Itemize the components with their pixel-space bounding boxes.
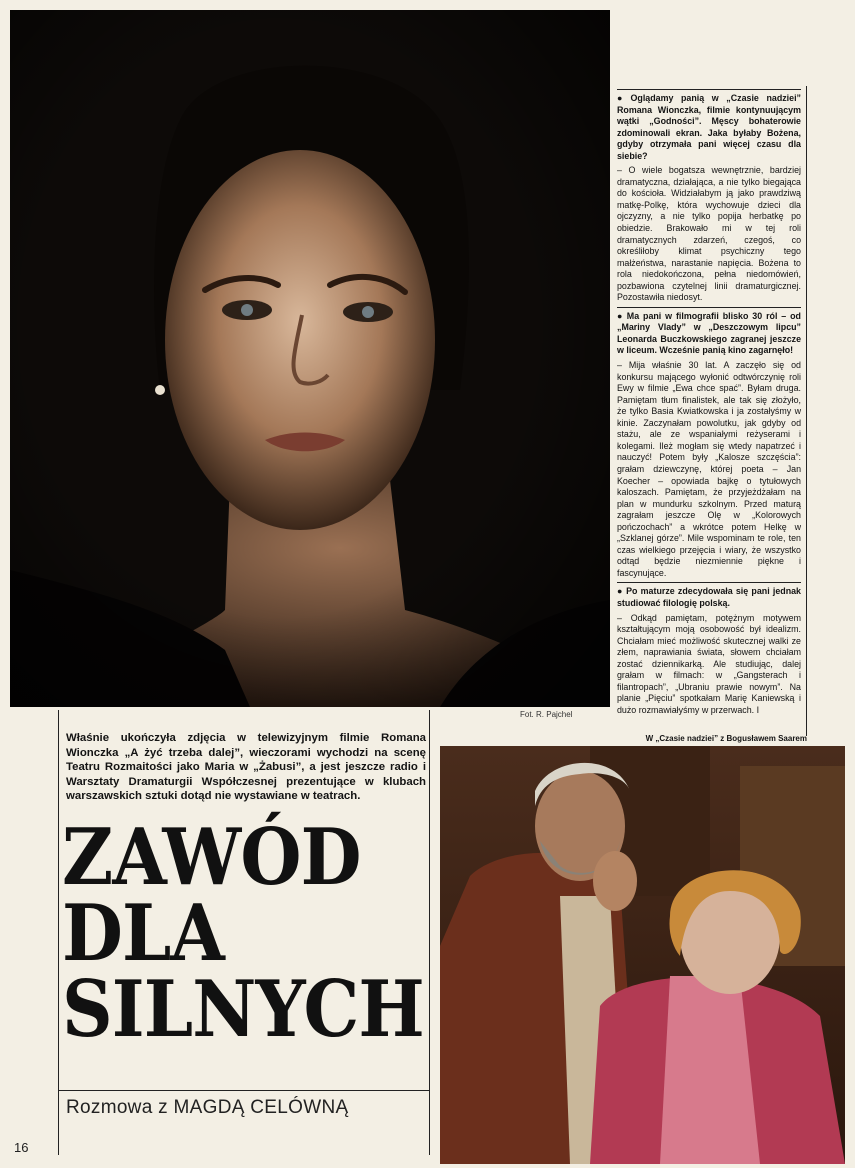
subtitle: Rozmowa z MAGDĄ CELÓWNĄ	[66, 1097, 349, 1118]
headline-line-1: ZAWÓD	[62, 812, 361, 903]
column-divider	[617, 307, 801, 308]
interview-column	[617, 86, 807, 736]
bullet-icon: ●	[617, 310, 624, 321]
portrait-photo	[10, 10, 610, 707]
headline	[62, 812, 432, 1055]
page-number: 16	[14, 1140, 29, 1155]
answer-1: – O wiele bogatsza wewnętrznie, bardziej dramatyczna, działająca, a nie tylko biegająca do kościoła. Widziałabym ją jako prawdziwą matkę-Polkę, która wychowuje dzieci dla ojczyzny, a nie tylko popija herbatkę po obiedzie. Brakowało mi w tej roli dramatycznych zdarzeń, czegoś, co określiłoby klimat psychiczny tego małżeństwa, narastanie napięcia. Bożena to rola niedokończona, pełna niedomówień, pozbawiona czytelnej linii dramaturgicznej. Pozostawiła niedosyt.	[617, 165, 801, 303]
question-1: ● Oglądamy panią w „Czasie nadziei” Romana Wionczka, filmie kontynuującym wątki „Godności”. Męscy bohaterowie zdominowali ekran. Jaka byłaby Bożena, gdyby otrzymała pani więcej czasu dla siebie?	[617, 93, 801, 161]
photo-caption: W „Czasie nadziei” z Bogusławem Saarem	[645, 734, 807, 743]
answer-2: – Mija właśnie 30 lat. A zaczęło się od konkursu mającego wyłonić odtwórczynię roli Ewy w filmie „Ewa chce spać”. Byłam druga. Pamiętam tłum finalistek, ale tak się złożyło, że tylko Basia Kwiatkowska i ja zostałyśmy w kinie. Zaczynałam powolutku, jak gdyby od stażu, ale ze wspaniałymi reżyserami i kolegami. Ileż mogłam się wtedy napatrzeć i nauczyć! Potem były „Kalosze szczęścia”: grałam dziewczynę, której poeta – Jan Koecher – opowiada bajkę o tytułowych kaloszach. Pamiętam, że przyjeżdżałam na plan w mundurku szkolnym. Przed maturą zagrałam jeszcze Olę w „Kolorowych pończochach” a wkrótce potem Helkę w „Szklanej górze”. Mile wspominam te role, ten czas wielkiego przejęcia i wiary, że wszystko odtąd będzie niezmiennie piękne i fascynujące.	[617, 360, 801, 578]
intro-paragraph: Właśnie ukończyła zdjęcia w telewizyjnym filmie Romana Wionczka „A żyć trzeba dalej”, wieczorami wychodzi na scenę Teatru Rozmaitości jako Maria w „Żabusi”, a jest jeszcze radio i Warsztaty Dramaturgii Współczesnej prezentujące w klubach warszawskich sztuki dotąd nie wystawiane w teatrach.	[66, 732, 426, 803]
headline-line-3: SILNYCH	[62, 964, 424, 1055]
column-divider	[617, 89, 801, 90]
subtitle-rule	[58, 1090, 430, 1091]
headline-line-2: DLA	[62, 888, 225, 979]
film-still-photo	[440, 746, 845, 1164]
question-3: ● Po maturze zdecydowała się pani jednak studiować filologię polską.	[617, 586, 801, 608]
interview-text	[617, 89, 801, 716]
bullet-icon: ●	[617, 586, 624, 597]
column-divider	[617, 582, 801, 583]
answer-3: – Odkąd pamiętam, potężnym motywem kształtującym moją osobowość był idealizm. Chciałam mieć możliwość skutecznej walki ze złem, naprawiania świata, słowem chciałam zostać dziennikarką. Ale studiując, dalej grałam w filmach: w „Gangsterach i filantropach”, „Ubraniu prawie nowym”. Na planie „Pięciu” spotkałam Marię Kaniewską i dużo rozmawiałyśmy w przerwach. I	[617, 612, 801, 715]
question-2: ● Ma pani w filmografii blisko 30 ról – od „Mariny Vlady” w „Deszczowym lipcu” Leonarda Buczkowskiego zagranej jeszcze w liceum. Wcześnie panią kino zagarnęło!	[617, 310, 801, 356]
bullet-icon: ●	[617, 93, 628, 103]
photo-credit: Fot. R. Pajchel	[520, 710, 573, 719]
